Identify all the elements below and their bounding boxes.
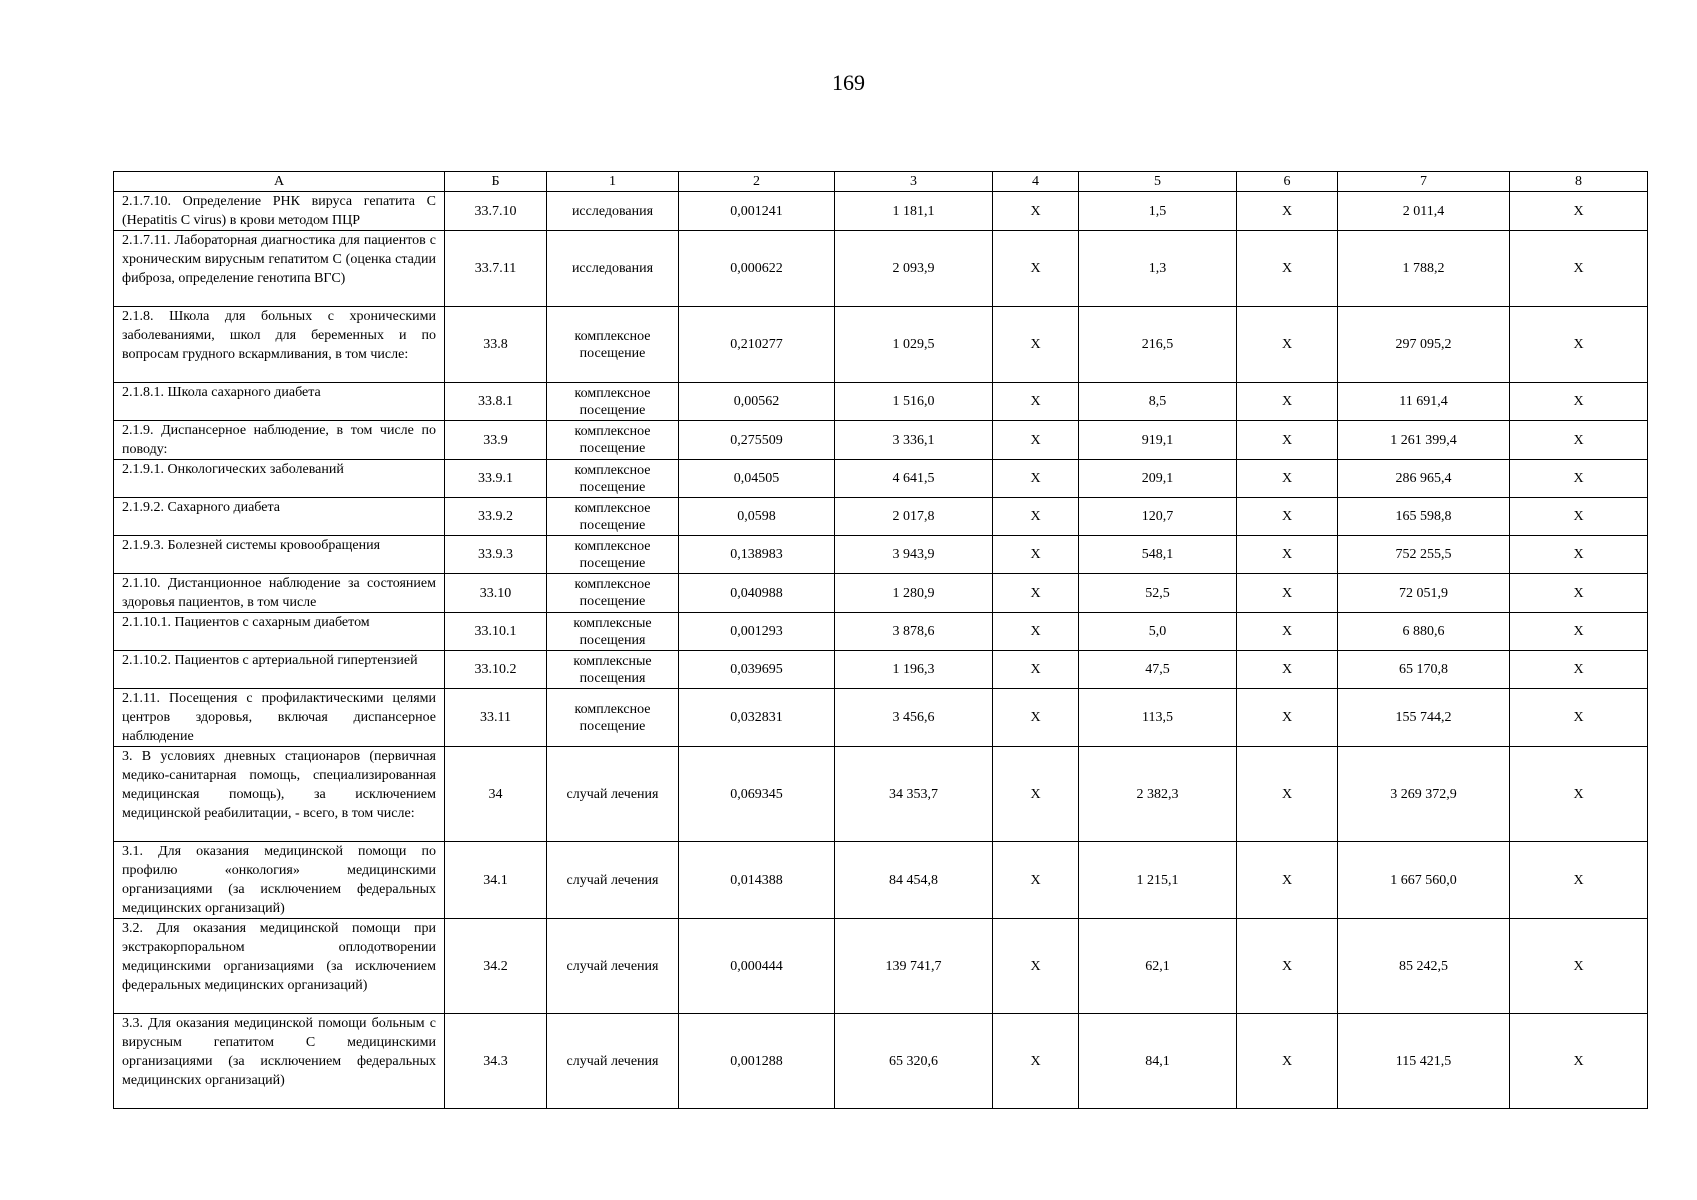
cell-col-5: 47,5 [1079, 651, 1237, 689]
cell-col-3: 3 336,1 [835, 421, 993, 460]
cell-col-5: 2 382,3 [1079, 747, 1237, 842]
cell-col-4: Х [993, 498, 1079, 536]
cell-col-a: 2.1.7.11. Лабораторная диагностика для пациентов с хроническим вирусным гепатитом С (оценка стадии фиброза, определение генотипа ВГС) [114, 231, 445, 307]
cell-col-b: 33.9.3 [445, 536, 547, 574]
cell-col-4: Х [993, 574, 1079, 613]
cell-col-b: 33.10.2 [445, 651, 547, 689]
cell-col-2: 0,138983 [679, 536, 835, 574]
cell-col-2: 0,000622 [679, 231, 835, 307]
column-header-col-4: 4 [993, 172, 1079, 192]
cell-col-7: 65 170,8 [1338, 651, 1510, 689]
cell-col-7: 6 880,6 [1338, 613, 1510, 651]
cell-col-3: 3 878,6 [835, 613, 993, 651]
column-header-col-a: А [114, 172, 445, 192]
cell-col-4: Х [993, 383, 1079, 421]
cell-col-b: 33.9 [445, 421, 547, 460]
column-header-col-3: 3 [835, 172, 993, 192]
cell-col-a: 3.1. Для оказания медицинской помощи по профилю «онкология» медицинскими организациями (за исключением федеральных медицинских организаций) [114, 842, 445, 919]
cell-col-3: 139 741,7 [835, 919, 993, 1014]
cell-col-8: Х [1510, 536, 1648, 574]
cell-col-b: 34.2 [445, 919, 547, 1014]
table-row [114, 747, 1648, 842]
column-header-col-1: 1 [547, 172, 679, 192]
table-row [114, 919, 1648, 1014]
cell-col-8: Х [1510, 498, 1648, 536]
cell-col-a: 3. В условиях дневных стационаров (первичная медико-санитарная помощь, специализированная медицинская помощь), за исключением медицинской реабилитации, - всего, в том числе: [114, 747, 445, 842]
table-row [114, 383, 1648, 421]
cell-col-1: комплексное посещение [547, 574, 679, 613]
cell-col-8: Х [1510, 307, 1648, 383]
cell-col-6: Х [1237, 192, 1338, 231]
column-header-col-6: 6 [1237, 172, 1338, 192]
cell-col-b: 33.10.1 [445, 613, 547, 651]
cell-col-2: 0,001241 [679, 192, 835, 231]
cell-col-3: 3 456,6 [835, 689, 993, 747]
cell-col-3: 1 516,0 [835, 383, 993, 421]
cell-col-b: 34.3 [445, 1014, 547, 1109]
cell-col-1: комплексное посещение [547, 460, 679, 498]
page-number: 169 [832, 70, 865, 95]
cell-col-8: Х [1510, 231, 1648, 307]
cell-col-1: случай лечения [547, 842, 679, 919]
cell-col-1: случай лечения [547, 1014, 679, 1109]
column-header-col-5: 5 [1079, 172, 1237, 192]
cell-col-3: 65 320,6 [835, 1014, 993, 1109]
table-row [114, 536, 1648, 574]
cell-col-8: Х [1510, 460, 1648, 498]
cell-col-6: Х [1237, 1014, 1338, 1109]
cell-col-8: Х [1510, 192, 1648, 231]
cell-col-5: 216,5 [1079, 307, 1237, 383]
cell-col-7: 752 255,5 [1338, 536, 1510, 574]
cell-col-4: Х [993, 460, 1079, 498]
cell-col-a: 2.1.7.10. Определение РНК вируса гепатита С (Hepatitis C virus) в крови методом ПЦР [114, 192, 445, 231]
cell-col-b: 33.8.1 [445, 383, 547, 421]
cell-col-b: 33.10 [445, 574, 547, 613]
cell-col-1: исследования [547, 192, 679, 231]
cell-col-a: 2.1.10.2. Пациентов с артериальной гипертензией [114, 651, 445, 689]
cell-col-b: 33.7.10 [445, 192, 547, 231]
cell-col-a: 2.1.9. Диспансерное наблюдение, в том числе по поводу: [114, 421, 445, 460]
cell-col-3: 1 280,9 [835, 574, 993, 613]
cell-col-7: 286 965,4 [1338, 460, 1510, 498]
cell-col-2: 0,014388 [679, 842, 835, 919]
cell-col-7: 165 598,8 [1338, 498, 1510, 536]
cell-col-7: 155 744,2 [1338, 689, 1510, 747]
cell-col-2: 0,04505 [679, 460, 835, 498]
cell-col-1: исследования [547, 231, 679, 307]
cell-col-b: 33.8 [445, 307, 547, 383]
cell-col-7: 85 242,5 [1338, 919, 1510, 1014]
cell-col-5: 113,5 [1079, 689, 1237, 747]
cell-col-5: 548,1 [1079, 536, 1237, 574]
cell-col-7: 1 788,2 [1338, 231, 1510, 307]
table-row [114, 192, 1648, 231]
cell-col-3: 84 454,8 [835, 842, 993, 919]
column-header-col-8: 8 [1510, 172, 1648, 192]
cell-col-4: Х [993, 231, 1079, 307]
cell-col-b: 33.7.11 [445, 231, 547, 307]
cell-col-a: 2.1.11. Посещения с профилактическими целями центров здоровья, включая диспансерное наблюдение [114, 689, 445, 747]
cell-col-a: 3.2. Для оказания медицинской помощи при экстракорпоральном оплодотворении медицинскими организациями (за исключением федеральных медицинских организаций) [114, 919, 445, 1014]
cell-col-6: Х [1237, 421, 1338, 460]
column-header-col-2: 2 [679, 172, 835, 192]
cell-col-3: 2 017,8 [835, 498, 993, 536]
table-row [114, 307, 1648, 383]
cell-col-5: 919,1 [1079, 421, 1237, 460]
cell-col-5: 8,5 [1079, 383, 1237, 421]
table-header-row [114, 172, 1648, 192]
cell-col-6: Х [1237, 307, 1338, 383]
cell-col-2: 0,001293 [679, 613, 835, 651]
cell-col-6: Х [1237, 651, 1338, 689]
cell-col-3: 4 641,5 [835, 460, 993, 498]
cell-col-8: Х [1510, 842, 1648, 919]
cell-col-6: Х [1237, 460, 1338, 498]
cell-col-3: 34 353,7 [835, 747, 993, 842]
cell-col-8: Х [1510, 1014, 1648, 1109]
cell-col-5: 84,1 [1079, 1014, 1237, 1109]
cell-col-4: Х [993, 842, 1079, 919]
cell-col-a: 2.1.10.1. Пациентов с сахарным диабетом [114, 613, 445, 651]
cell-col-6: Х [1237, 231, 1338, 307]
cell-col-2: 0,040988 [679, 574, 835, 613]
cell-col-6: Х [1237, 498, 1338, 536]
cell-col-3: 1 029,5 [835, 307, 993, 383]
table-row [114, 574, 1648, 613]
cell-col-7: 1 261 399,4 [1338, 421, 1510, 460]
cell-col-1: комплексные посещения [547, 613, 679, 651]
cell-col-8: Х [1510, 613, 1648, 651]
table-row [114, 613, 1648, 651]
cell-col-4: Х [993, 307, 1079, 383]
cell-col-b: 33.9.2 [445, 498, 547, 536]
table-row [114, 421, 1648, 460]
cell-col-7: 2 011,4 [1338, 192, 1510, 231]
cell-col-4: Х [993, 747, 1079, 842]
cell-col-3: 2 093,9 [835, 231, 993, 307]
cell-col-7: 1 667 560,0 [1338, 842, 1510, 919]
cell-col-1: комплексные посещения [547, 651, 679, 689]
cell-col-b: 33.11 [445, 689, 547, 747]
cell-col-5: 120,7 [1079, 498, 1237, 536]
cell-col-1: комплексное посещение [547, 689, 679, 747]
cell-col-6: Х [1237, 613, 1338, 651]
cell-col-1: комплексное посещение [547, 383, 679, 421]
cell-col-1: случай лечения [547, 747, 679, 842]
cell-col-7: 3 269 372,9 [1338, 747, 1510, 842]
cell-col-6: Х [1237, 383, 1338, 421]
cell-col-b: 34.1 [445, 842, 547, 919]
cell-col-3: 1 196,3 [835, 651, 993, 689]
cell-col-4: Х [993, 651, 1079, 689]
cell-col-a: 2.1.8. Школа для больных с хроническими заболеваниями, школ для беременных и по вопросам грудного вскармливания, в том числе: [114, 307, 445, 383]
cell-col-5: 62,1 [1079, 919, 1237, 1014]
cell-col-2: 0,00562 [679, 383, 835, 421]
cell-col-3: 1 181,1 [835, 192, 993, 231]
cell-col-2: 0,001288 [679, 1014, 835, 1109]
cell-col-4: Х [993, 919, 1079, 1014]
cell-col-8: Х [1510, 919, 1648, 1014]
cell-col-2: 0,210277 [679, 307, 835, 383]
cell-col-b: 33.9.1 [445, 460, 547, 498]
cell-col-6: Х [1237, 747, 1338, 842]
column-header-col-7: 7 [1338, 172, 1510, 192]
cell-col-1: комплексное посещение [547, 307, 679, 383]
cell-col-2: 0,000444 [679, 919, 835, 1014]
cell-col-a: 2.1.10. Дистанционное наблюдение за состоянием здоровья пациентов, в том числе [114, 574, 445, 613]
cell-col-1: случай лечения [547, 919, 679, 1014]
cell-col-7: 72 051,9 [1338, 574, 1510, 613]
cell-col-4: Х [993, 536, 1079, 574]
cell-col-2: 0,0598 [679, 498, 835, 536]
cell-col-3: 3 943,9 [835, 536, 993, 574]
cell-col-5: 209,1 [1079, 460, 1237, 498]
cell-col-5: 5,0 [1079, 613, 1237, 651]
cell-col-7: 115 421,5 [1338, 1014, 1510, 1109]
cell-col-8: Х [1510, 574, 1648, 613]
cell-col-2: 0,032831 [679, 689, 835, 747]
cell-col-a: 3.3. Для оказания медицинской помощи больным с вирусным гепатитом С медицинскими организациями (за исключением федеральных медицинских организаций) [114, 1014, 445, 1109]
cell-col-2: 0,039695 [679, 651, 835, 689]
cell-col-1: комплексное посещение [547, 498, 679, 536]
cell-col-8: Х [1510, 651, 1648, 689]
cell-col-6: Х [1237, 842, 1338, 919]
cell-col-8: Х [1510, 689, 1648, 747]
cell-col-1: комплексное посещение [547, 536, 679, 574]
cell-col-4: Х [993, 613, 1079, 651]
cell-col-b: 34 [445, 747, 547, 842]
cell-col-5: 1,3 [1079, 231, 1237, 307]
column-header-col-b: Б [445, 172, 547, 192]
cell-col-a: 2.1.9.2. Сахарного диабета [114, 498, 445, 536]
cell-col-6: Х [1237, 919, 1338, 1014]
cell-col-5: 1 215,1 [1079, 842, 1237, 919]
table-row [114, 498, 1648, 536]
cell-col-4: Х [993, 421, 1079, 460]
cell-col-8: Х [1510, 383, 1648, 421]
table-row [114, 689, 1648, 747]
cell-col-4: Х [993, 1014, 1079, 1109]
table-row [114, 460, 1648, 498]
cell-col-a: 2.1.9.1. Онкологических заболеваний [114, 460, 445, 498]
table-row [114, 651, 1648, 689]
cell-col-5: 1,5 [1079, 192, 1237, 231]
cell-col-a: 2.1.9.3. Болезней системы кровообращения [114, 536, 445, 574]
cell-col-1: комплексное посещение [547, 421, 679, 460]
data-table [113, 171, 1648, 1109]
cell-col-4: Х [993, 192, 1079, 231]
table-row [114, 231, 1648, 307]
cell-col-6: Х [1237, 574, 1338, 613]
cell-col-2: 0,275509 [679, 421, 835, 460]
cell-col-6: Х [1237, 689, 1338, 747]
table-row [114, 842, 1648, 919]
cell-col-5: 52,5 [1079, 574, 1237, 613]
cell-col-4: Х [993, 689, 1079, 747]
cell-col-7: 297 095,2 [1338, 307, 1510, 383]
cell-col-a: 2.1.8.1. Школа сахарного диабета [114, 383, 445, 421]
cell-col-8: Х [1510, 747, 1648, 842]
cell-col-8: Х [1510, 421, 1648, 460]
cell-col-2: 0,069345 [679, 747, 835, 842]
cell-col-6: Х [1237, 536, 1338, 574]
table-body [114, 192, 1648, 1109]
table-row [114, 1014, 1648, 1109]
cell-col-7: 11 691,4 [1338, 383, 1510, 421]
